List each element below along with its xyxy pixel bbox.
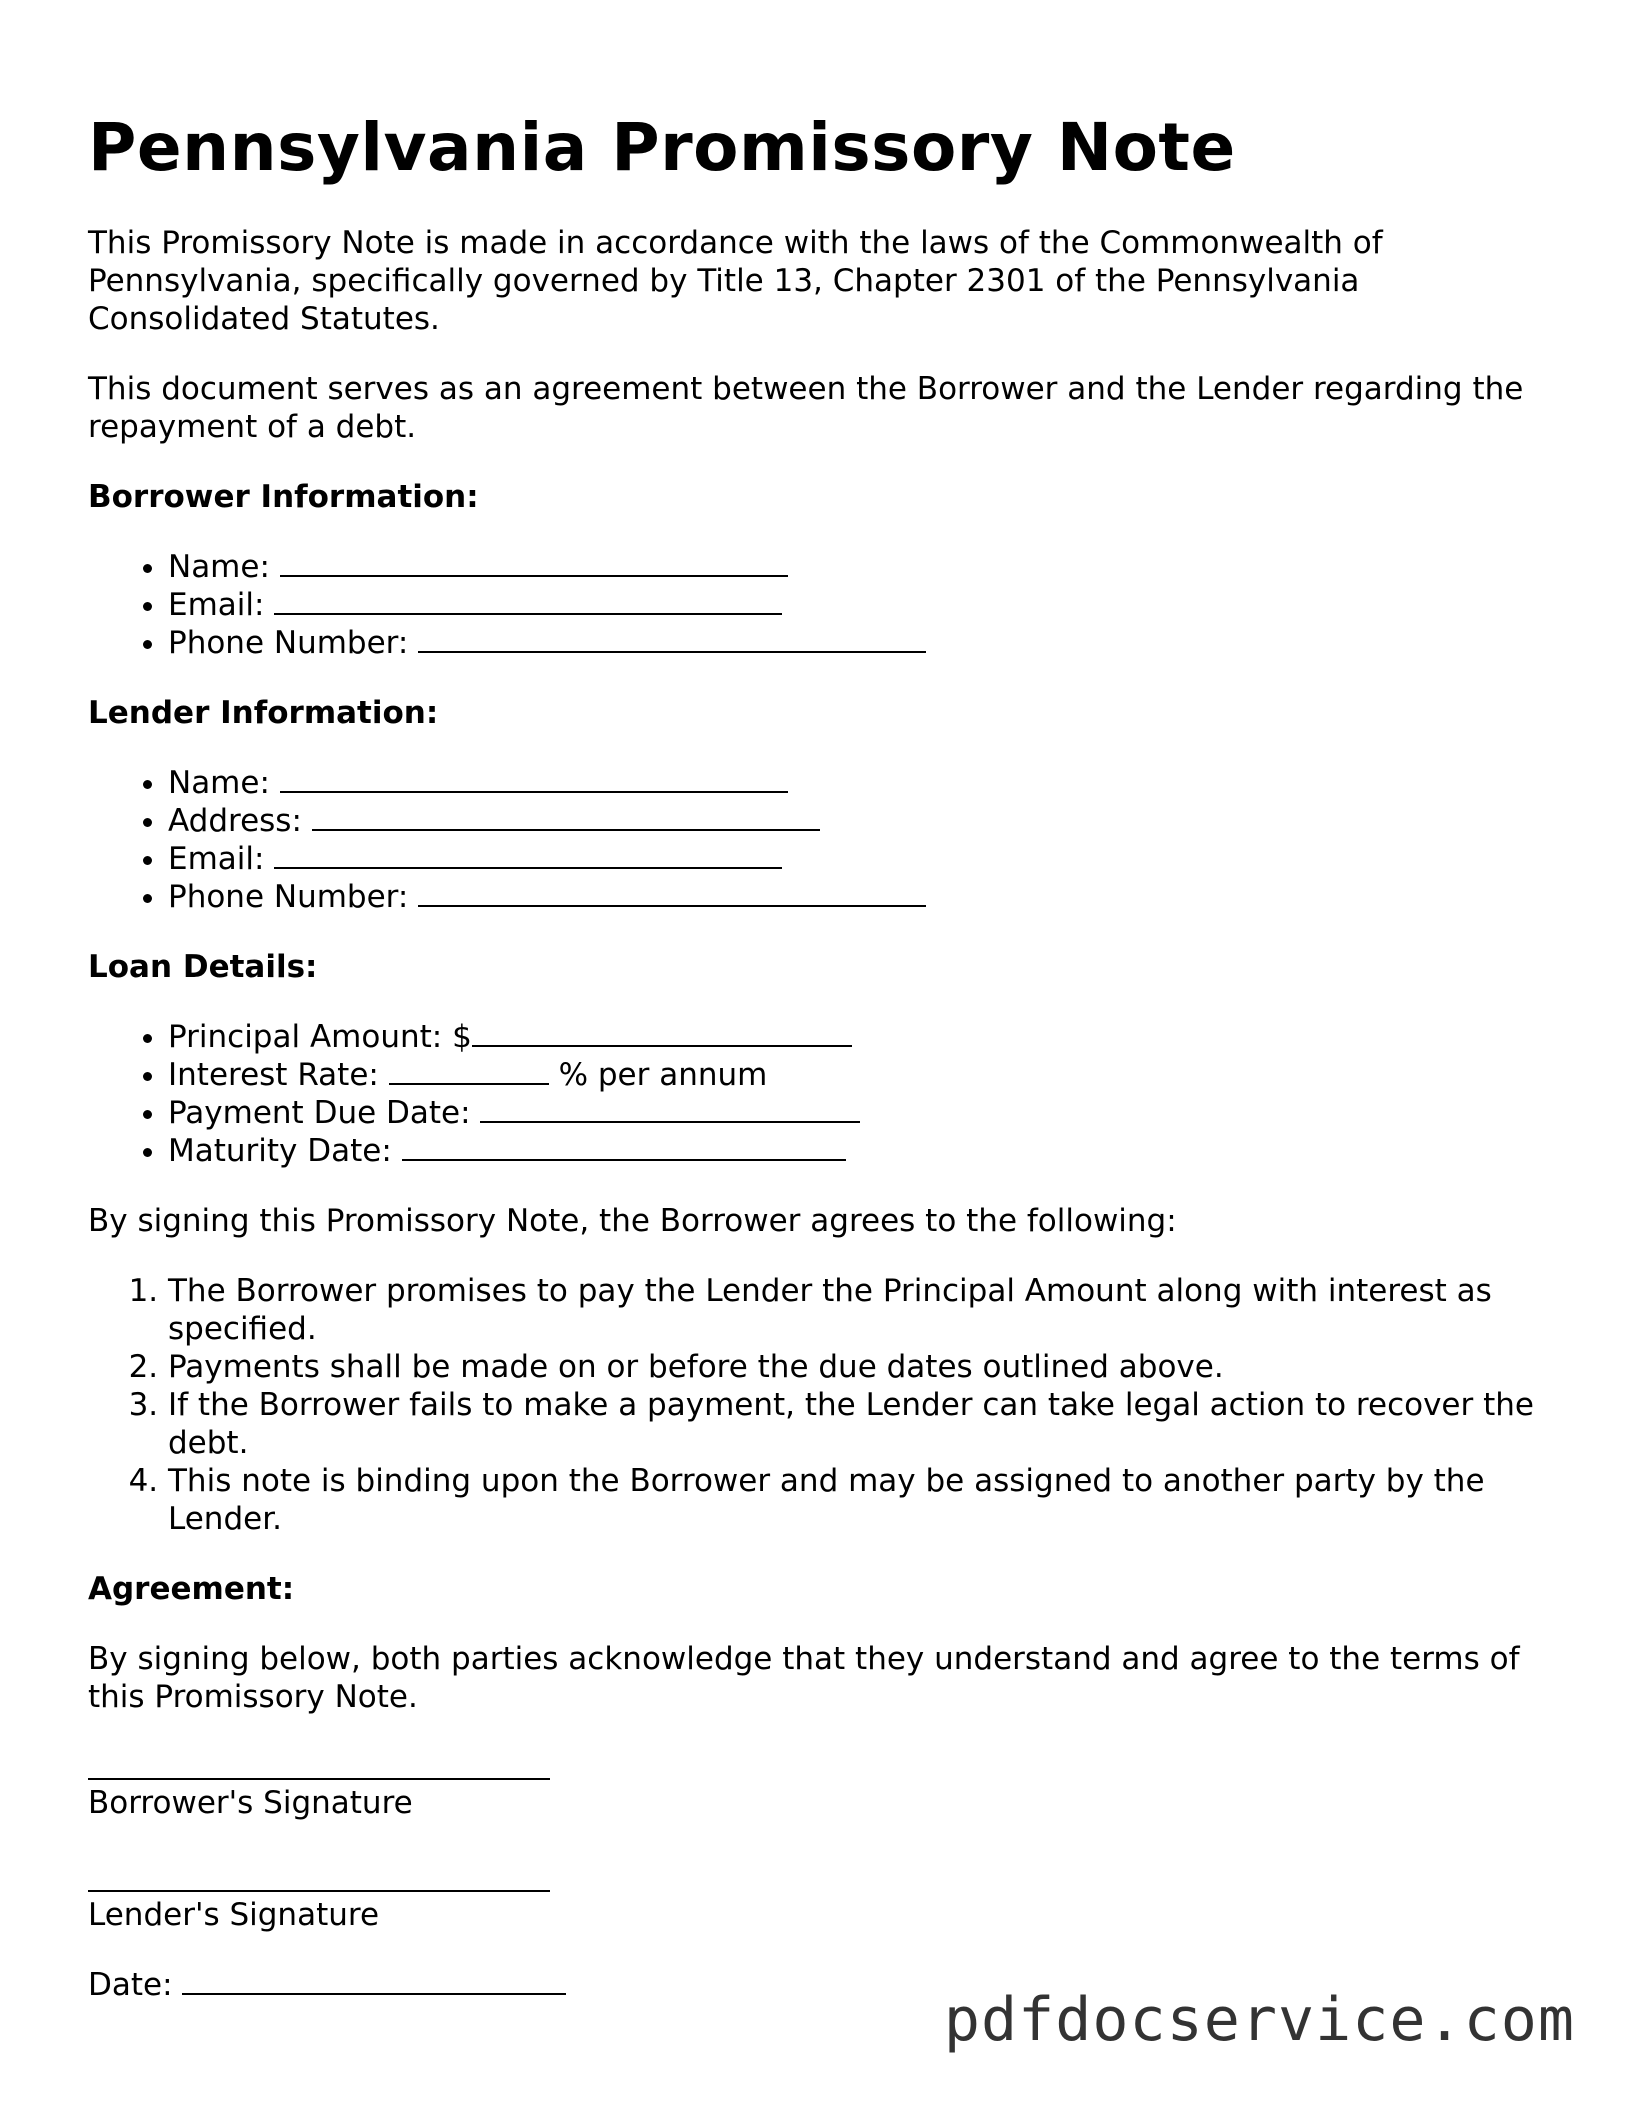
maturity-date-item	[168, 1132, 1548, 1170]
term-item: 4. This note is binding upon the Borrower and may be assigned to another party by the Lender.	[168, 1462, 1548, 1538]
borrower-phone-label: Phone Number:	[168, 625, 409, 661]
terms-list	[88, 1272, 1548, 1538]
lender-phone-blank[interactable]	[418, 878, 926, 907]
agreement-text: By signing below, both parties acknowledge that they understand and agree to the terms of this Promissory Note.	[88, 1641, 1520, 1715]
intro-paragraph-governing-law: This Promissory Note is made in accordance with the laws of the Commonwealth of Pennsylvania, specifically governed by Title 13, Chapter 2301 of the Pennsylvania Consolidated Statutes.	[88, 225, 1383, 337]
lender-signature-block	[88, 1890, 1548, 1934]
borrower-signature-label: Borrower's Signature	[88, 1785, 413, 1821]
borrower-phone-item	[168, 624, 1548, 662]
lender-signature-line[interactable]	[88, 1890, 550, 1892]
lender-email-item	[168, 840, 1548, 878]
payment-due-date-item	[168, 1094, 1548, 1132]
maturity-date-label: Maturity Date:	[168, 1133, 392, 1169]
borrower-heading: Borrower Information:	[88, 479, 479, 515]
document-title: Pennsylvania Promissory Note	[88, 109, 1236, 186]
borrower-signature-block	[88, 1778, 1548, 1822]
lender-address-label: Address:	[168, 803, 302, 839]
borrower-email-label: Email:	[168, 587, 265, 623]
lender-heading: Lender Information:	[88, 695, 439, 731]
lender-email-blank[interactable]	[274, 840, 782, 869]
lender-address-item	[168, 802, 1548, 840]
lender-fields-list	[88, 764, 1548, 916]
date-label: Date:	[88, 1967, 173, 2003]
lender-email-label: Email:	[168, 841, 265, 877]
document-page	[88, 108, 1548, 2004]
lender-name-label: Name:	[168, 765, 270, 801]
lender-name-blank[interactable]	[280, 764, 788, 793]
principal-amount-item	[168, 1018, 1548, 1056]
principal-amount-label: Principal Amount: $	[168, 1019, 472, 1055]
term-item: 1. The Borrower promises to pay the Lender the Principal Amount along with interest as specified.	[168, 1272, 1548, 1348]
date-blank[interactable]	[182, 1966, 566, 1995]
borrower-name-blank[interactable]	[280, 548, 788, 577]
lender-phone-item	[168, 878, 1548, 916]
borrower-email-blank[interactable]	[274, 586, 782, 615]
principal-amount-blank[interactable]	[472, 1018, 852, 1047]
borrower-fields-list	[88, 548, 1548, 662]
loan-details-heading: Loan Details:	[88, 949, 318, 985]
borrower-signature-line[interactable]	[88, 1778, 550, 1780]
lender-phone-label: Phone Number:	[168, 879, 409, 915]
lender-name-item	[168, 764, 1548, 802]
lender-address-blank[interactable]	[312, 802, 820, 831]
maturity-date-blank[interactable]	[402, 1132, 846, 1161]
interest-rate-blank[interactable]	[389, 1056, 549, 1085]
borrower-name-item	[168, 548, 1548, 586]
payment-due-date-blank[interactable]	[480, 1094, 860, 1123]
watermark: pdfdocservice.com	[943, 1985, 1575, 2055]
term-item: 2. Payments shall be made on or before the due dates outlined above.	[168, 1348, 1548, 1386]
loan-details-list	[88, 1018, 1548, 1170]
agreement-heading: Agreement:	[88, 1571, 295, 1607]
payment-due-date-label: Payment Due Date:	[168, 1095, 471, 1131]
intro-paragraph-purpose: This document serves as an agreement between the Borrower and the Lender regarding the repayment of a debt.	[88, 371, 1524, 445]
interest-rate-suffix: % per annum	[558, 1057, 768, 1093]
terms-lead: By signing this Promissory Note, the Borrower agrees to the following:	[88, 1203, 1177, 1239]
interest-rate-item	[168, 1056, 1548, 1094]
borrower-phone-blank[interactable]	[418, 624, 926, 653]
interest-rate-label: Interest Rate:	[168, 1057, 379, 1093]
borrower-name-label: Name:	[168, 549, 270, 585]
borrower-email-item	[168, 586, 1548, 624]
lender-signature-label: Lender's Signature	[88, 1897, 380, 1933]
term-item: 3. If the Borrower fails to make a payment, the Lender can take legal action to recover the debt.	[168, 1386, 1548, 1462]
